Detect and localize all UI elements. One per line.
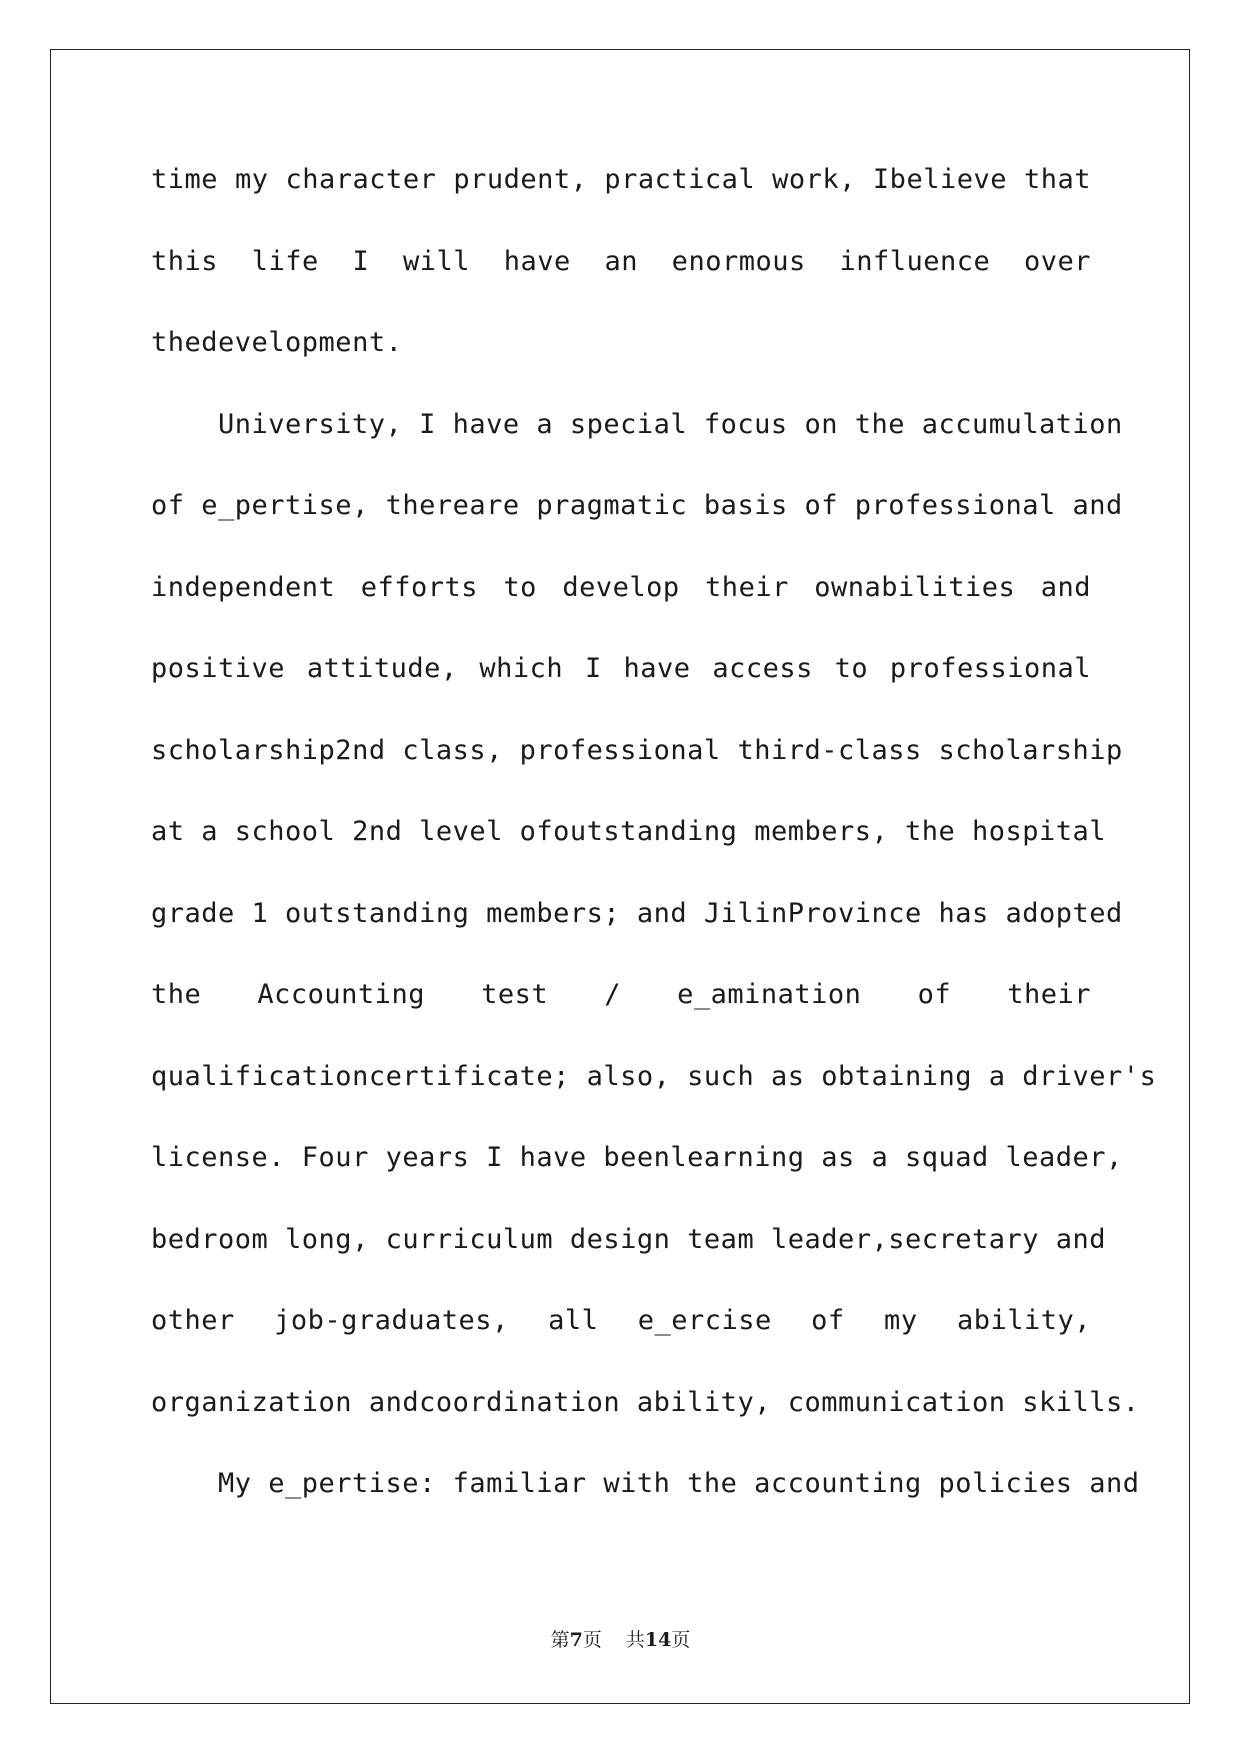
- text-line: thedevelopment.: [151, 327, 403, 358]
- current-page-number: 7: [569, 1629, 583, 1651]
- paragraph-start-line: My e_pertise: familiar with the accounting policies and: [218, 1468, 1140, 1499]
- text-line: grade 1 outstanding members; and JilinProvince has adopted: [151, 897, 1123, 929]
- text-line: bedroom long, curriculum design team leader,secretary and: [151, 1223, 1107, 1255]
- footer-page-label: 页: [582, 1629, 602, 1651]
- text-line: license. Four years I have beenlearning as a squad leader,: [151, 1142, 1123, 1173]
- paragraph-start-line: University, I have a special focus on the accumulation: [218, 408, 1123, 440]
- text-line: organization andcoordination ability, communication skills.: [151, 1386, 1140, 1418]
- document-body: [151, 164, 1157, 1552]
- footer-total-prefix: 共: [625, 1629, 645, 1651]
- footer-prefix: 第: [550, 1629, 570, 1651]
- text-line: this life I will have an enormous influence over: [151, 245, 1091, 277]
- total-pages-number: 14: [644, 1629, 672, 1651]
- text-line: qualificationcertificate; also, such as obtaining a driver's: [151, 1060, 1157, 1092]
- text-line: of e_pertise, thereare pragmatic basis of professional and: [151, 490, 1123, 521]
- footer-total-label: 页: [671, 1629, 691, 1651]
- text-line: scholarship2nd class, professional third-class scholarship: [151, 734, 1123, 766]
- text-line: at a school 2nd level ofoutstanding members, the hospital: [151, 816, 1107, 847]
- text-line: the Accounting test / e_amination of their: [151, 979, 1091, 1010]
- text-line: time my character prudent, practical work, Ibelieve that: [151, 164, 1091, 195]
- text-line: other job-graduates, all e_ercise of my ability,: [151, 1305, 1091, 1336]
- text-line: independent efforts to develop their ownabilities and: [151, 571, 1091, 603]
- page-number-footer: [0, 1625, 1241, 1652]
- text-line: positive attitude, which I have access to professional: [151, 653, 1091, 684]
